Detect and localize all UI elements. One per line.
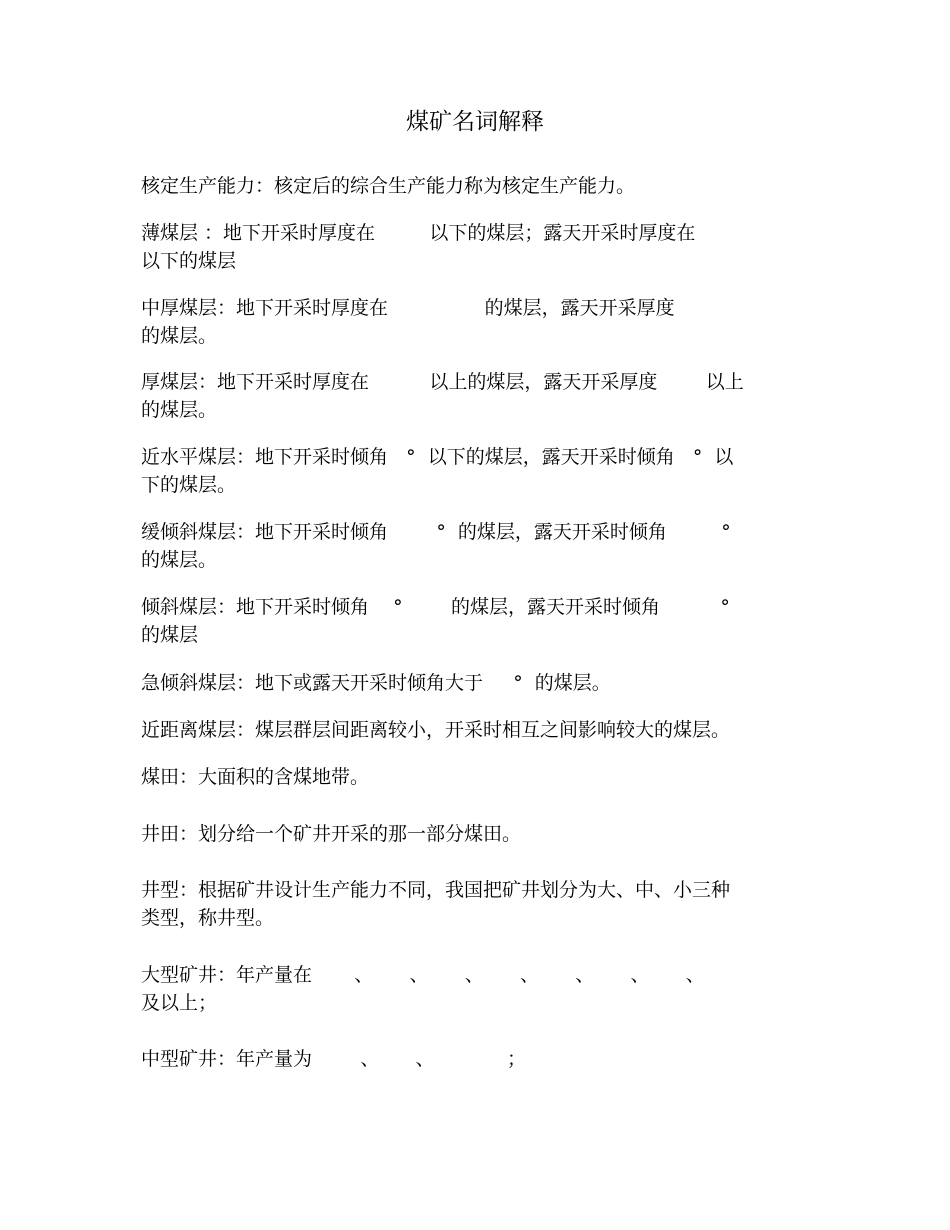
text-line-close-distance: 近距离煤层：煤层群层间距离较小，开采时相互之间影响较大的煤层。 — [141, 719, 731, 741]
text-line-large-mine-2: 及以上； — [141, 992, 218, 1014]
text-line-near-horizontal-2: 下的煤层。 — [141, 474, 237, 496]
text-line-steep-incline: 急倾斜煤层：地下或露天开采时倾角大于 ° 的煤层。 — [141, 672, 611, 694]
text-line-thick-seam-2: 的煤层。 — [141, 399, 218, 421]
text-line-gentle-incline-1: 缓倾斜煤层：地下开采时倾角 ° 的煤层，露天开采时倾角 ° — [141, 521, 731, 543]
text-line-medium-seam-1: 中厚煤层：地下开采时厚度在 的煤层，露天开采厚度 — [141, 297, 675, 319]
text-line-coalfield: 煤田：大面积的含煤地带。 — [141, 766, 370, 788]
document-title: 煤矿名词解释 — [406, 109, 544, 135]
text-line-large-mine-1: 大型矿井：年产量在 、 、 、 、 、 、 、 — [141, 964, 705, 986]
text-line-inclined-1: 倾斜煤层：地下开采时倾角 ° 的煤层，露天开采时倾角 ° — [141, 596, 730, 618]
text-line-near-horizontal-1: 近水平煤层：地下开采时倾角 ° 以下的煤层，露天开采时倾角 ° 以 — [141, 446, 734, 468]
text-line-approved-capacity: 核定生产能力：核定后的综合生产能力称为核定生产能力。 — [141, 175, 636, 197]
text-line-mine-type-1: 井型：根据矿井设计生产能力不同，我国把矿井划分为大、中、小三种 — [141, 879, 731, 901]
text-line-mine-type-2: 类型，称井型。 — [141, 907, 275, 929]
text-line-medium-mine: 中型矿井：年产量为 、 、 ； — [141, 1048, 527, 1070]
text-line-thin-seam-2: 以下的煤层 — [141, 250, 237, 272]
text-line-medium-seam-2: 的煤层。 — [141, 325, 218, 347]
text-line-gentle-incline-2: 的煤层。 — [141, 549, 218, 571]
text-line-inclined-2: 的煤层 — [141, 624, 199, 646]
text-line-thick-seam-1: 厚煤层：地下开采时厚度在 以上的煤层，露天开采厚度 以上 — [141, 371, 744, 393]
text-line-mine-field: 井田：划分给一个矿井开采的那一部分煤田。 — [141, 823, 522, 845]
text-line-thin-seam-1: 薄煤层 ：地下开采时厚度在 以下的煤层；露天开采时厚度在 — [141, 222, 696, 244]
